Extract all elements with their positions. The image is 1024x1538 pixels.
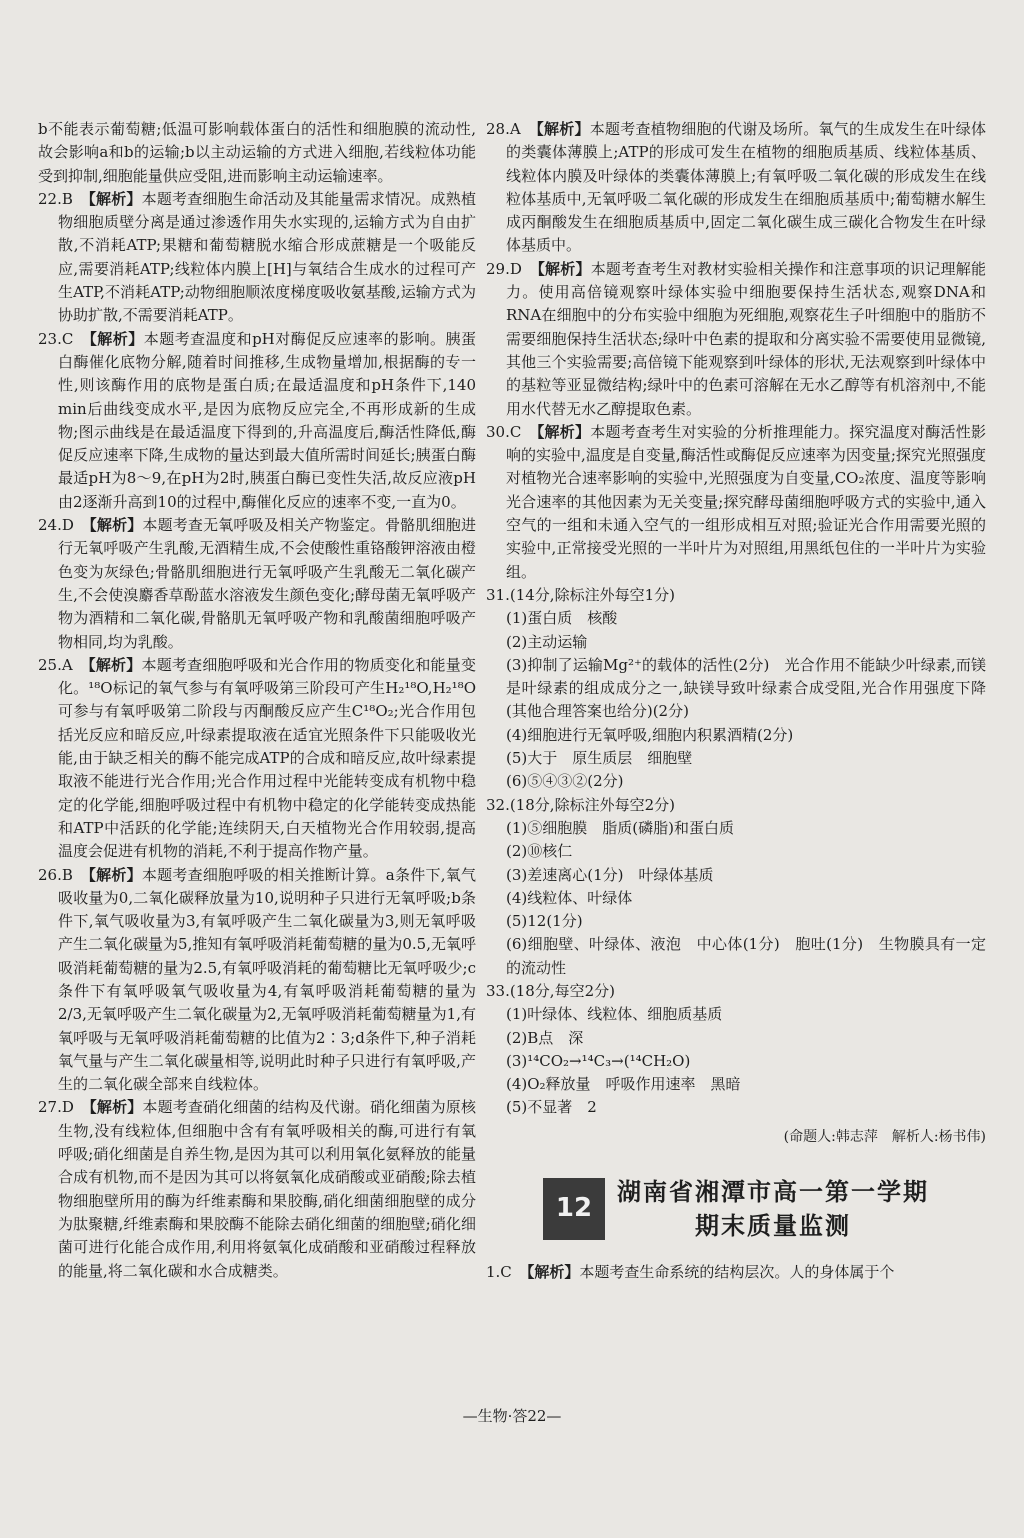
analysis-keyword: 【解析】 [536, 120, 590, 138]
answer-entry [38, 328, 476, 514]
section-title-line1: 湖南省湘潭市高一第一学期 [617, 1178, 929, 1207]
page-footer: —生物·答22— [462, 1407, 562, 1425]
entry-text: (14分,除标注外每空1分) [509, 585, 675, 604]
entry-number: 29.D [486, 259, 522, 278]
answer-entry [486, 421, 986, 584]
entry-number: 25.A [38, 655, 73, 674]
answer-line: (1)蛋白质 核酸 [506, 609, 618, 628]
analysis-keyword: 【解析】 [89, 1098, 143, 1117]
answer-entry [38, 864, 476, 1097]
analysis-keyword: 【解析】 [88, 189, 142, 208]
answer-line: (1)叶绿体、线粒体、细胞质基质 [506, 1005, 723, 1024]
answer-line: (4)线粒体、叶绿体 [506, 888, 633, 907]
analysis-keyword: 【解析】 [536, 422, 591, 441]
answer-line: (5)大于 原生质层 细胞壁 [506, 749, 693, 768]
entry-text: 本题考查细胞生命活动及其能量需求情况。成熟植物细胞质壁分离是通过渗透作用失水实现的,运输方式为自由扩散,不消耗ATP;果糖和葡萄糖脱水缩合形成蔗糖是一个吸能反应,需要消耗ATP;线粒体内膜上[H]与氧结合生成水的过程可产生ATP,不消耗ATP;动物细胞顺浓度梯度吸收氨基酸,运输方式为协助扩散,不需要消耗ATP。 [58, 189, 476, 325]
answer-line: (4)细胞进行无氧呼吸,细胞内积累酒精(2分) [506, 725, 794, 744]
entry-text: 本题考查生命系统的结构层次。人的身体属于个 [579, 1263, 895, 1282]
answer-line: (4)O₂释放量 呼吸作用速率 黑暗 [506, 1075, 741, 1094]
answer-line: (3)差速离心(1分) 叶绿体基质 [506, 865, 714, 884]
entry-number: 23.C [38, 329, 74, 348]
answer-line: (6)⑤④③②(2分) [506, 772, 624, 791]
answer-entry [38, 514, 476, 654]
answer-line: (5)不显著 2 [506, 1098, 597, 1117]
entry-text: 本题考查细胞呼吸的相关推断计算。a条件下,氧气吸收量为0,二氧化碳释放量为10,说明种子只进行无氧呼吸;b条件下,氧气吸收量为3,有氧呼吸产生二氧化碳量为3,则无氧呼吸产生二氧化碳量为5,推知有氧呼吸消耗葡萄糖的量为0.5,无氧呼吸消耗葡萄糖的量为2.5,有氧呼吸消耗的葡萄糖比无氧呼吸少;c条件下有氧呼吸氧气吸收量为4,有氧呼吸消耗葡萄糖的量为2/3,无氧呼吸产生二氧化碳量为2,无氧呼吸消耗葡萄糖量为1,有氧呼吸与无氧呼吸消耗葡萄糖的比值为2∶3;d条件下,种子消耗氧气量与产生二氧化碳量相等,说明此时种子只进行有氧呼吸,产生的二氧化碳全部来自线粒体。 [58, 865, 476, 1094]
entry-text: 本题考查考生对教材实验相关操作和注意事项的识记理解能力。使用高倍镜观察叶绿体实验中细胞要保持生活状态,观察DNA和RNA在细胞中的分布实验中细胞为死细胞,观察花生子叶细胞中的脂肪不需要细胞保持生活状态;绿叶中色素的提取和分离实验不需要使用显微镜,其他三个实验需要;高倍镜下能观察到叶绿体的形状,无法观察到叶绿体中的基粒等亚显微结构;绿叶中的色素可溶解在无水乙醇等有机溶剂中,不能用水代替无水乙醇提取色素。 [506, 259, 986, 418]
entry-number: 32. [486, 795, 510, 814]
answer-entry [486, 980, 986, 1003]
right-column [486, 118, 986, 1284]
entry-number: 22.B [38, 189, 73, 208]
entry-text: 本题考查植物细胞的代谢及场所。氧气的生成发生在叶绿体的类囊体薄膜上;ATP的形成可发生在植物的细胞质基质、线粒体基质、线粒体内膜及叶绿体的类囊体薄膜上;有氧呼吸二氧化碳的形成发生在线粒体基质中,无氧呼吸二氧化碳的形成发生在细胞质基质中;葡萄糖水解生成丙酮酸发生在细胞质基质中,固定二氧化碳生成三碳化合物发生在叶绿体基质中。 [506, 120, 986, 255]
entry-text: 本题考查细胞呼吸和光合作用的物质变化和能量变化。¹⁸O标记的氧气参与有氧呼吸第三阶段可产生H₂¹⁸O,H₂¹⁸O可参与有氧呼吸第二阶段与丙酮酸反应产生C¹⁸O₂;光合作用包括光反应和暗反应,叶绿素提取液在适宜光照条件下只能吸收光能,由于缺乏相关的酶不能完成ATP的合成和暗反应,故叶绿素提取液不能进行光合作用;光合作用过程中光能转变成有机物中稳定的化学能,细胞呼吸过程中有机物中稳定的化学能转变成热能和ATP中活跃的化学能;连续阴天,白天植物光合作用较弱,提高温度会促进有机物的消耗,不利于提高作物产量。 [58, 655, 476, 861]
answer-line: (5)12(1分) [506, 912, 583, 931]
answer-line: (1)⑤细胞膜 脂质(磷脂)和蛋白质 [506, 818, 734, 837]
answer-line: (3)抑制了运输Mg²⁺的载体的活性(2分) 光合作用不能缺少叶绿素,而镁是叶绿素的组成成分之一,缺镁导致叶绿素合成受阻,光合作用强度下降(其他合理答案也给分)(2分) [506, 655, 986, 721]
analysis-keyword: 【解析】 [537, 259, 591, 278]
entry-number: 1.C [486, 1263, 512, 1282]
entry-number: 33. [486, 981, 510, 1000]
answer-entry [38, 654, 476, 864]
answer-line: (6)细胞壁、叶绿体、液泡 中心体(1分) 胞吐(1分) 生物膜具有一定的流动性 [506, 935, 986, 977]
answer-line: (2)⑩核仁 [506, 842, 573, 861]
answer-line: (2)主动运输 [506, 632, 588, 651]
entry-number: 31. [486, 585, 510, 604]
credit-line: (命题人:韩志萍 解析人:杨书伟) [783, 1128, 986, 1145]
section-title [617, 1175, 929, 1243]
analysis-keyword: 【解析】 [89, 516, 143, 535]
analysis-keyword: 【解析】 [88, 655, 142, 674]
answer-entry [486, 118, 986, 258]
entry-number: 26.B [38, 865, 73, 884]
entry-number: 30.C [486, 422, 522, 441]
entry-text: 本题考查考生对实验的分析推理能力。探究温度对酶活性影响的实验中,温度是自变量,酶活性或酶促反应速率为因变量;探究光照强度对植物光合速率影响的实验中,光照强度为自变量,CO₂浓度、温度等影响光合速率的其他因素为无关变量;探究酵母菌细胞呼吸方式的实验中,通入空气的一组和未通入空气的一组形成相互对照;验证光合作用需要光照的实验中,正常接受光照的一半叶片为对照组,用黑纸包住的一半叶片为实验组。 [506, 422, 986, 581]
last-entry [486, 1261, 986, 1284]
right-entries [486, 118, 986, 1120]
entry-text: 本题考查无氧呼吸及相关产物鉴定。骨骼肌细胞进行无氧呼吸产生乳酸,无酒精生成,不会使酸性重铬酸钾溶液由橙色变为灰绿色;骨骼肌细胞进行无氧呼吸产生乳酸无二氧化碳产生,不会使溴麝香草酚蓝水溶液发生颜色变化;酵母菌无氧呼吸产物为酒精和二氧化碳,骨骼肌无氧呼吸产物和乳酸菌细胞呼吸产物相同,均为乳酸。 [58, 516, 476, 651]
analysis-keyword: 【解析】 [89, 329, 144, 348]
answer-entry [486, 794, 986, 817]
answer-line: (2)B点 深 [506, 1028, 584, 1047]
continued-paragraph: b不能表示葡萄糖;低温可影响载体蛋白的活性和细胞膜的流动性,故会影响a和b的运输;b以主动运输的方式进入细胞,若线粒体功能受到抑制,细胞能量供应受阻,进而影响主动运输速率。 [38, 120, 476, 185]
left-column [38, 118, 476, 1283]
section-banner [486, 1175, 986, 1243]
entry-text: 本题考查硝化细菌的结构及代谢。硝化细菌为原核生物,没有线粒体,但细胞中含有有氧呼吸相关的酶,可进行有氧呼吸;硝化细菌是自养生物,是因为其可以利用氧化氨释放的能量合成有机物,而不是因为其可以将氨氧化成硝酸或亚硝酸;除去植物细胞壁所用的酶为纤维素酶和果胶酶,硝化细菌细胞壁的成分为肽聚糖,纤维素酶和果胶酶不能除去硝化细菌的细胞壁;硝化细菌可进行化能合成作用,利用将氨氧化成硝酸和亚硝酸过程释放的能量,将二氧化碳和水合成糖类。 [58, 1098, 476, 1280]
entry-number: 27.D [38, 1098, 74, 1117]
analysis-keyword: 【解析】 [88, 865, 142, 884]
entry-number: 24.D [38, 516, 74, 535]
analysis-keyword: 【解析】 [526, 1263, 580, 1282]
entry-text: 本题考查温度和pH对酶促反应速率的影响。胰蛋白酶催化底物分解,随着时间推移,生成物量增加,根据酶的专一性,则该酶作用的底物是蛋白质;在最适温度和pH条件下,140 min后曲线变成水平,是因为底物反应完全,不再形成新的生成物;图示曲线是在最适温度下得到的,升高温度后,酶活性降低,酶促反应速率下降,生成物的量达到最大值所需时间延长;胰蛋白酶最适pH为8～9,在pH为2时,胰蛋白酶已变性失活,故反应液pH由2逐渐升高到10的过程中,酶催化反应的速率不变,一直为0。 [58, 329, 476, 511]
answer-entry [38, 188, 476, 328]
section-title-line2: 期末质量监测 [695, 1212, 851, 1241]
answer-entry [486, 584, 986, 607]
entry-text: (18分,每空2分) [509, 981, 615, 1000]
answer-entry [486, 258, 986, 421]
answer-line: (3)¹⁴CO₂→¹⁴C₃→(¹⁴CH₂O) [506, 1051, 691, 1070]
entry-text: (18分,除标注外每空2分) [509, 795, 675, 814]
section-number-badge: 12 [543, 1178, 605, 1240]
answer-entry [38, 1096, 476, 1282]
entry-number: 28.A [486, 120, 521, 138]
